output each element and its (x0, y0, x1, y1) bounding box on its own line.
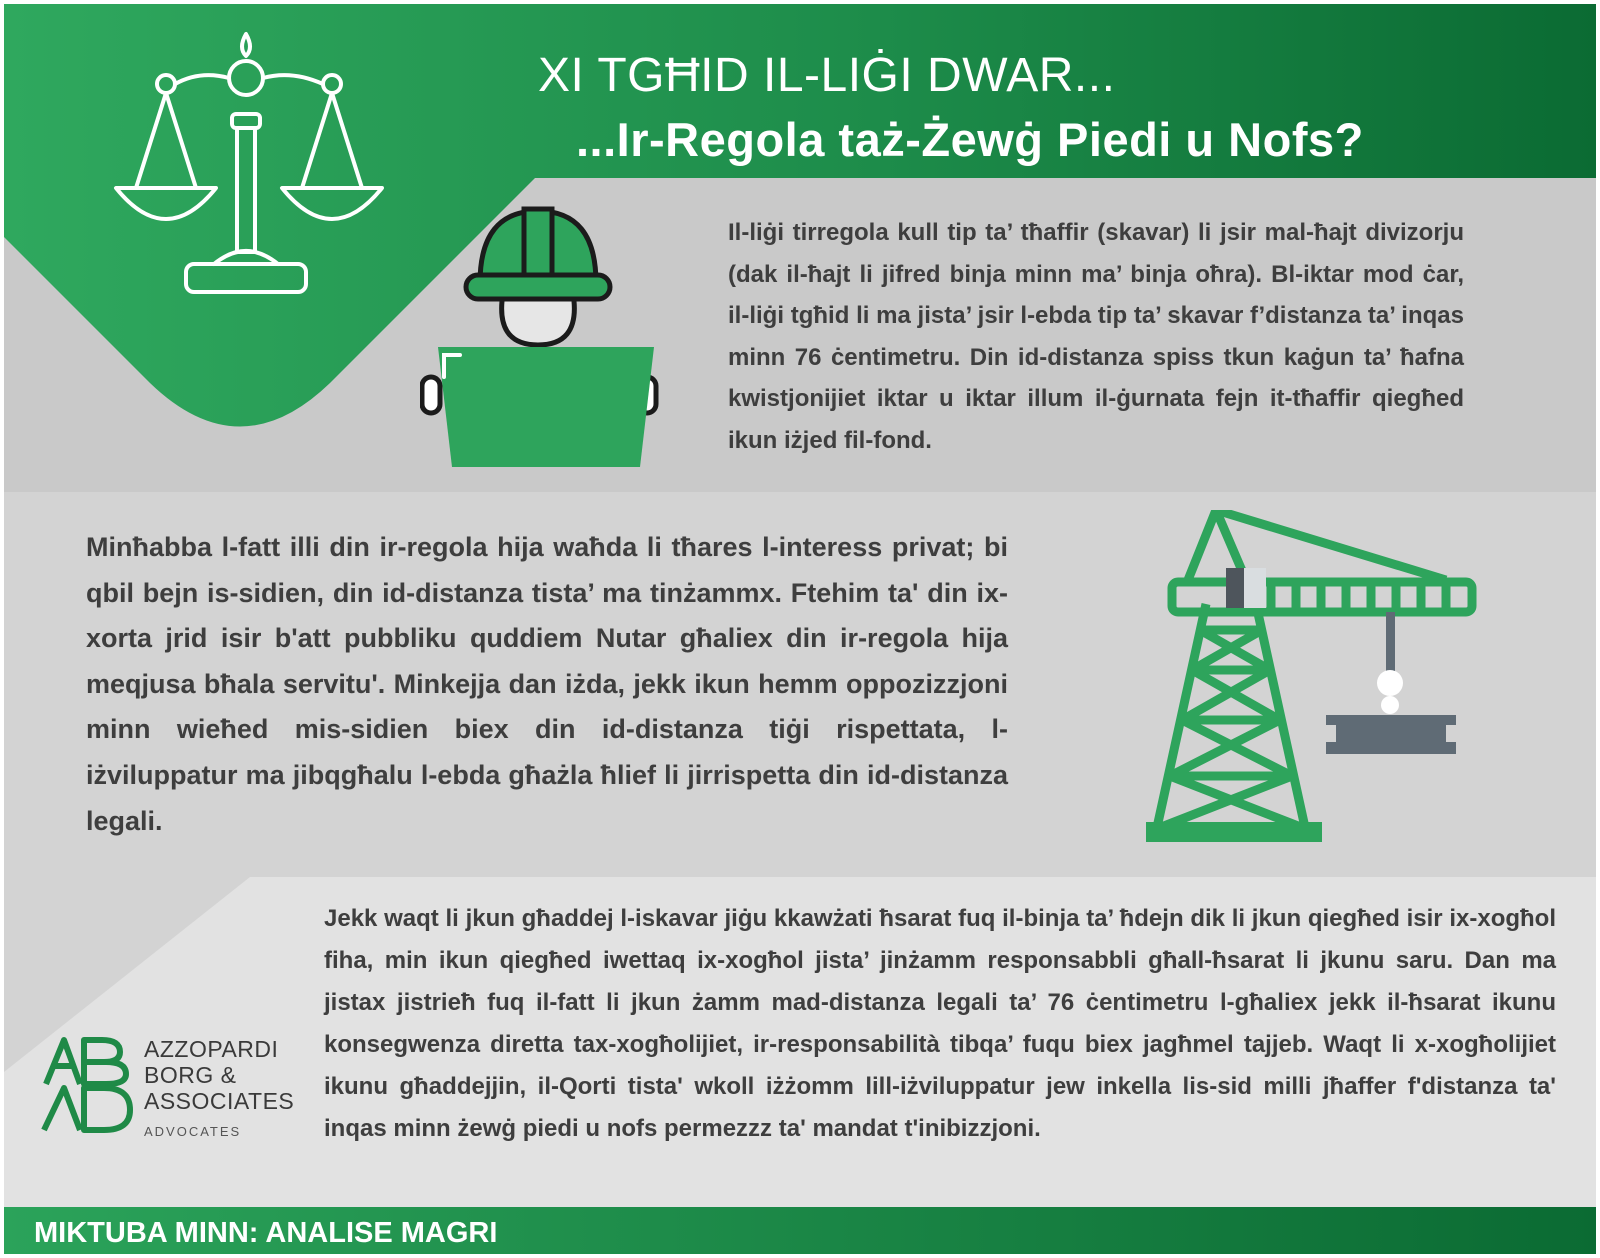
title-line-2: ...Ir-Regola taż-Żewġ Piedi u Nofs? (576, 113, 1364, 166)
agreement-paragraph: Minħabba l-fatt illi din ir-regola hija waħda li tħares l-interess privat; bi qbil bejn is-sidien, din id-distanza tista’ ma tinżammx. Ftehim ta' din ix-xorta jrid isir b'att pubbliku quddiem Nutar għaliex din ir-regola hija meqjusa bħala servitu'. Minkejja dan iżda, jekk ikun hemm oppozizzjoni minn wieħed mis-sidien biex din id-distanza tiġi rispettata, l-iżviluppatur ma jibqgħalu l-ebda għażla ħlief li jirrispetta din id-distanza legali. (86, 532, 1008, 836)
tower-crane-icon (1146, 510, 1496, 855)
scales-of-justice-icon (110, 28, 390, 308)
logo-line-3: ASSOCIATES (144, 1088, 295, 1114)
logo-line-1: AZZOPARDI (144, 1036, 279, 1062)
logo-line-4: ADVOCATES (144, 1124, 242, 1139)
logo-line-2: BORG & (144, 1062, 237, 1088)
firm-logo (38, 1030, 308, 1140)
abba-monogram-icon (40, 1036, 136, 1134)
intro-paragraph: Il-liġi tirregola kull tip ta’ tħaffir (skavar) li jsir mal-ħajt divizorju (dak il-ħajt li jifred binja minn ma’ binja oħra). Bl-iktar mod ċar, il-liġi tgħid li ma jista’ jsir l-ebda tip ta’ skavar f’distanza ta’ inqas minn 76 ċentimetru. Din id-distanza spiss tkun kaġun ta’ ħafna kwistjonijiet iktar u iktar illum il-ġurnata fejn it-tħaffir qiegħed ikun iżjed fil-fond. (728, 219, 1464, 454)
liability-paragraph: Jekk waqt li jkun għaddej l-iskavar jiġu kkawżati ħsarat fuq il-binja ta’ ħdejn dik li jkun qiegħed isir ix-xogħol fiha, min ikun qiegħed iwettaq ix-xogħol jista’ jinżamm responsabbli għall-ħsarat li jkunu saru. Dan ma jistax jistrieħ fuq il-fatt li jkun żamm mad-distanza legali ta’ 76 ċentimetru l-għaliex jekk il-ħsarat ikunu konsegwenza diretta tax-xogħolijiet, ir-responsabilità tibqa’ fuqu biex jagħmel tajjeb. Waqt li x-xogħolijiet ikunu għaddejjin, il-Qorti tista' wkoll iżżomm lill-iżviluppatur jew inkella lis-sid milli jħaffer f'distanza ta' inqas minn żewġ piedi u nofs permezzz ta' mandat t'inibizzjoni. (324, 905, 1556, 1142)
author-credit: MIKTUBA MINN: ANALISE MAGRI (34, 1217, 498, 1249)
title-line-1: XI TGĦID IL-LIĠI DWAR... (538, 49, 1116, 102)
construction-worker-icon (420, 205, 680, 475)
